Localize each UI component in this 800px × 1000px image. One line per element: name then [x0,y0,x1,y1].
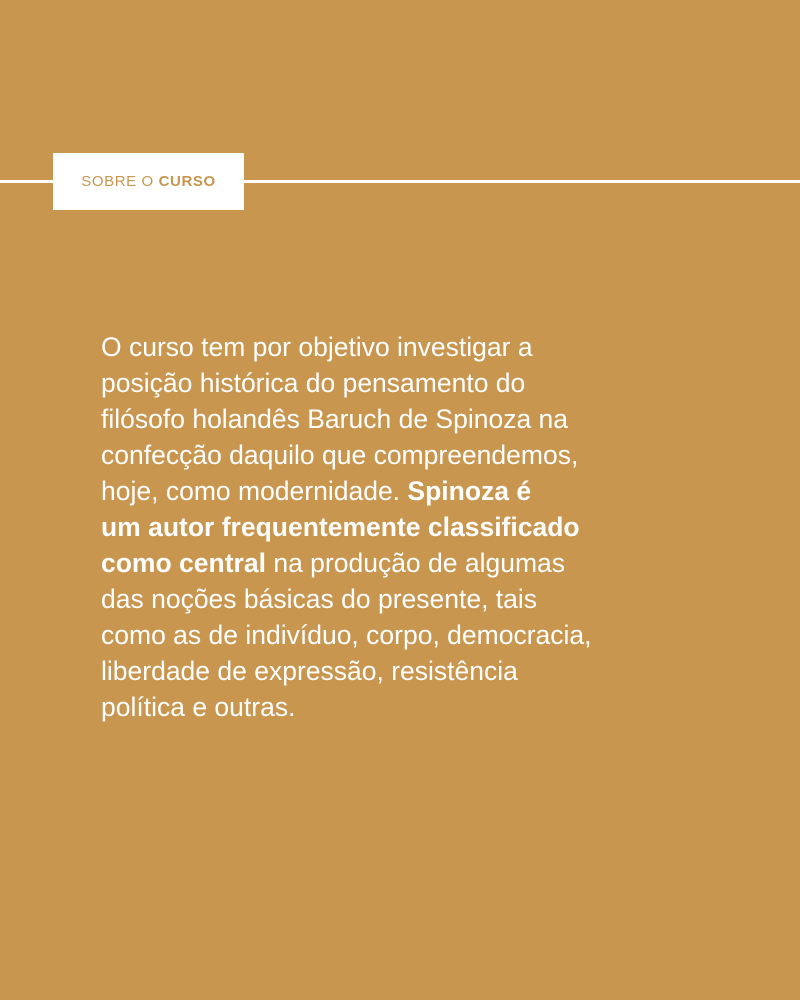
section-label-prefix: SOBRE O [81,173,159,190]
description-highlight: como central [101,548,266,578]
course-description [101,329,721,725]
section-label-box [53,153,244,210]
description-highlight: um autor frequentemente classificado [101,512,580,542]
description-line: das noções básicas do presente, tais [101,584,538,614]
description-line: posição histórica do pensamento do [101,368,526,398]
description-line: na produção de algumas [273,548,566,578]
description-line: O curso tem por objetivo investigar a [101,332,533,362]
description-line: confecção daquilo que compreendemos, [101,440,579,470]
description-line: política e outras. [101,692,296,722]
description-line: filósofo holandês Baruch de Spinoza na [101,404,569,434]
description-highlight: Spinoza é [407,476,532,506]
description-line: liberdade de expressão, resistência [101,656,518,686]
section-label-emphasis: CURSO [158,173,216,190]
description-line: hoje, como modernidade. [101,476,401,506]
section-label [81,173,216,190]
description-line: como as de indivíduo, corpo, democracia, [101,620,592,650]
